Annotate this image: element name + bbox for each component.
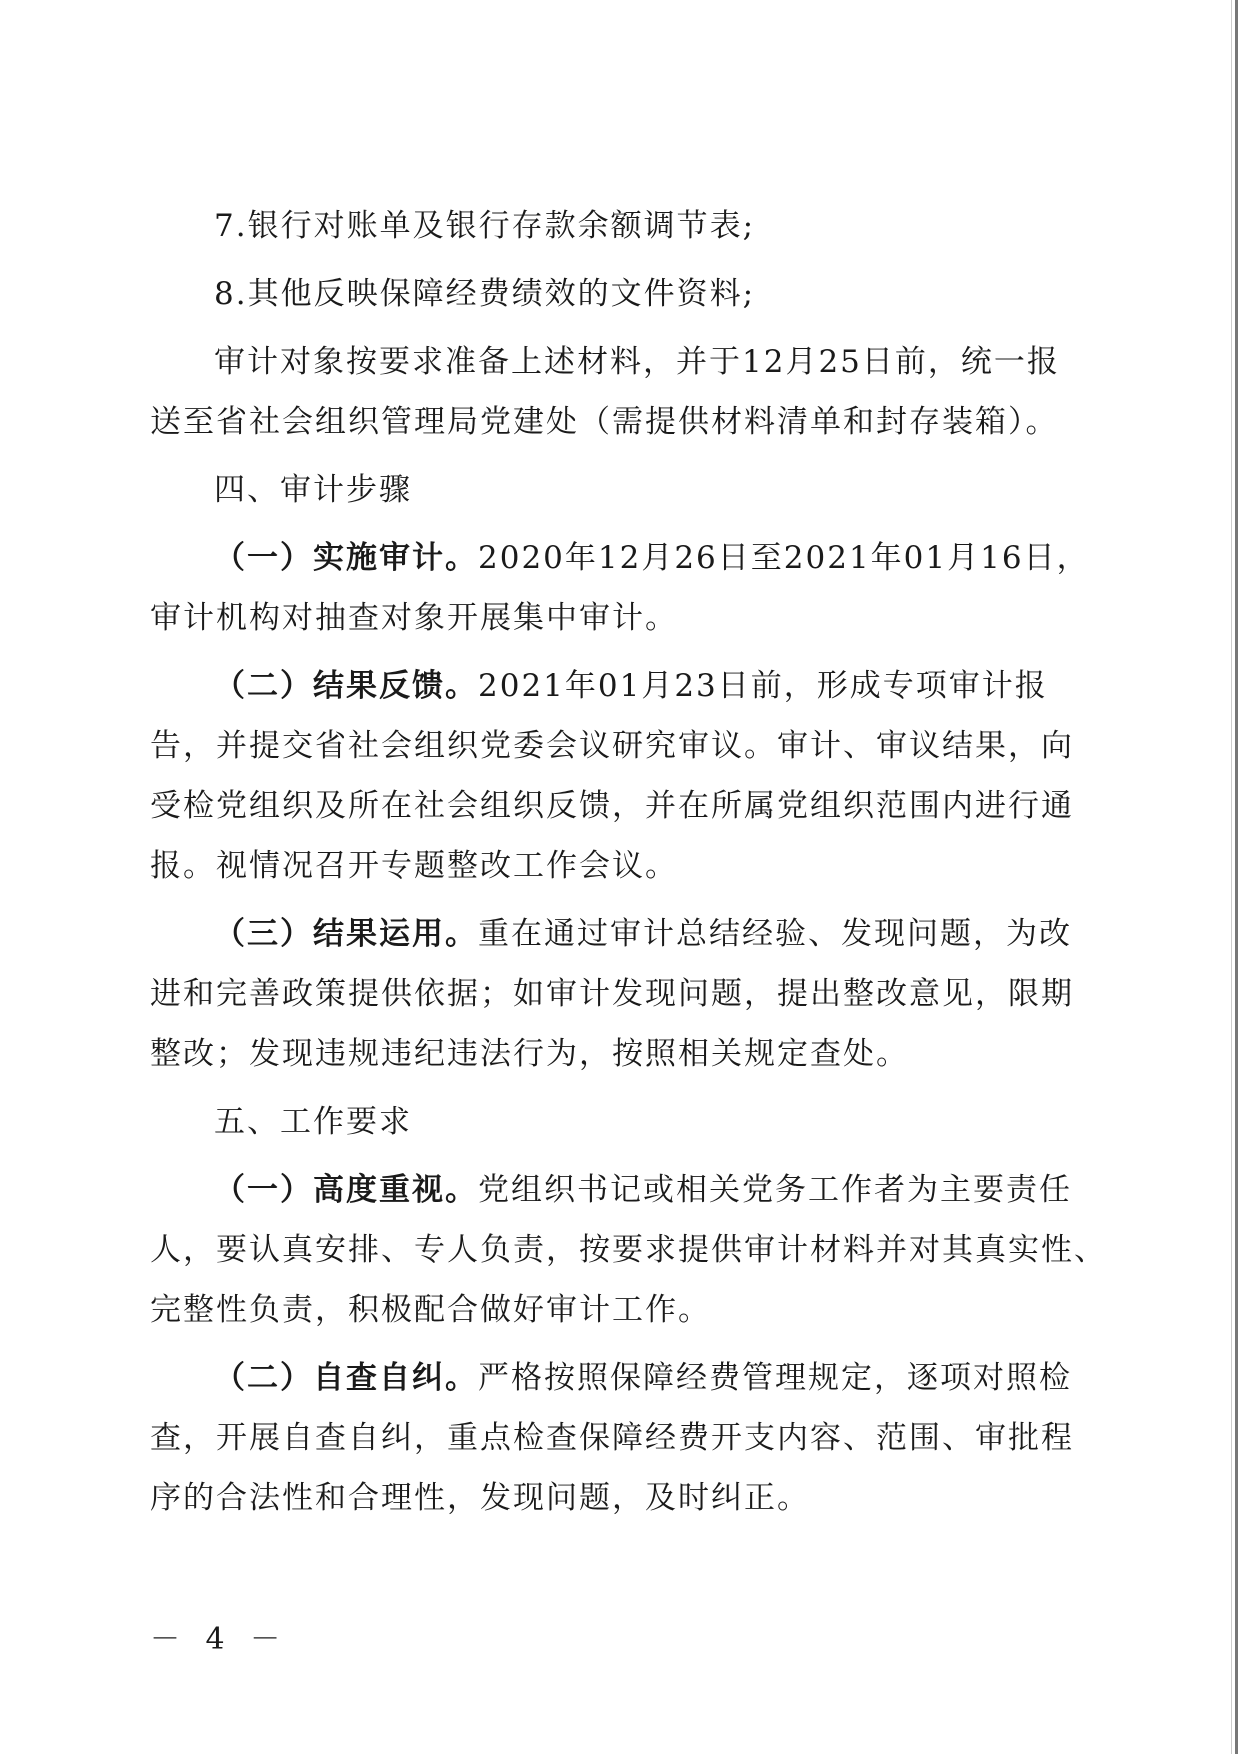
submission-paragraph-line-1 [150, 342, 1072, 382]
subsection-lead: （二）结果反馈。 [214, 668, 478, 704]
document-body [150, 206, 1107, 1518]
requirement-self-check-line-1 [150, 1358, 1072, 1398]
paragraph-text: 审计对象按要求准备上述材料，并于12月25日前，统一报 [214, 344, 1060, 380]
paragraph-text: 序的合法性和合理性，发现问题，及时纠正。 [150, 1480, 810, 1516]
subsection-lead: （一）高度重视。 [214, 1172, 478, 1208]
subsection-lead: （三）结果运用。 [214, 916, 478, 952]
paragraph-text: 进和完善政策提供依据；如审计发现问题，提出整改意见，限期 [150, 976, 1074, 1012]
scan-page-edge-shadow [1231, 0, 1232, 1754]
paragraph-text: 送至省社会组织管理局党建处（需提供材料清单和封存装箱）。 [150, 404, 1059, 440]
paragraph-text: 2020年12月26日至2021年01月16日， [478, 540, 1090, 576]
paragraph-text: 报。视情况召开专题整改工作会议。 [150, 848, 678, 884]
list-item-8-text: 8.其他反映保障经费绩效的文件资料; [214, 276, 756, 312]
list-item-7-text: 7.银行对账单及银行存款余额调节表; [214, 208, 756, 244]
step-result-usage-line-2 [150, 974, 1072, 1014]
step-result-feedback-line-4 [150, 846, 1072, 886]
step-result-usage-line-1 [150, 914, 1072, 954]
paragraph-text: 完整性负责，积极配合做好审计工作。 [150, 1292, 711, 1328]
section-heading-audit-steps [150, 470, 1072, 510]
section-heading-work-requirements [150, 1102, 1072, 1142]
step-result-usage-line-3 [150, 1034, 1072, 1074]
requirement-attention-line-3 [150, 1290, 1072, 1330]
step-result-feedback-line-2 [150, 726, 1072, 766]
scan-page-edge [1235, 0, 1238, 1754]
step-result-feedback-line-3 [150, 786, 1072, 826]
subsection-lead: （二）自查自纠。 [214, 1360, 478, 1396]
requirement-self-check-line-2 [150, 1418, 1072, 1458]
page-number: － 4 － [150, 1622, 289, 1657]
step-result-feedback-line-1 [150, 666, 1072, 706]
step-implement-audit-line-1 [150, 538, 1090, 578]
paragraph-text: 重在通过审计总结经验、发现问题，为改 [478, 916, 1072, 952]
submission-paragraph-line-2 [150, 402, 1072, 442]
list-item-8 [150, 274, 1072, 314]
list-item-7 [150, 206, 1072, 246]
paragraph-text: 2021年01月23日前，形成专项审计报 [478, 668, 1048, 704]
section-heading-text: 四、审计步骤 [214, 472, 412, 508]
paragraph-text: 审计机构对抽查对象开展集中审计。 [150, 600, 678, 636]
requirement-attention-line-1 [150, 1170, 1072, 1210]
subsection-lead: （一）实施审计。 [214, 540, 478, 576]
paragraph-text: 查，开展自查自纠，重点检查保障经费开支内容、范围、审批程 [150, 1420, 1074, 1456]
step-implement-audit-line-2 [150, 598, 1072, 638]
paragraph-text: 严格按照保障经费管理规定，逐项对照检 [478, 1360, 1072, 1396]
section-heading-text: 五、工作要求 [214, 1104, 412, 1140]
paragraph-text: 受检党组织及所在社会组织反馈，并在所属党组织范围内进行通 [150, 788, 1074, 824]
paragraph-text: 告，并提交省社会组织党委会议研究审议。审计、审议结果，向 [150, 728, 1074, 764]
paragraph-text: 党组织书记或相关党务工作者为主要责任 [478, 1172, 1072, 1208]
requirement-self-check-line-3 [150, 1478, 1072, 1518]
requirement-attention-line-2 [150, 1230, 1107, 1270]
paragraph-text: 人，要认真安排、专人负责，按要求提供审计材料并对其真实性、 [150, 1232, 1107, 1268]
paragraph-text: 整改；发现违规违纪违法行为，按照相关规定查处。 [150, 1036, 909, 1072]
